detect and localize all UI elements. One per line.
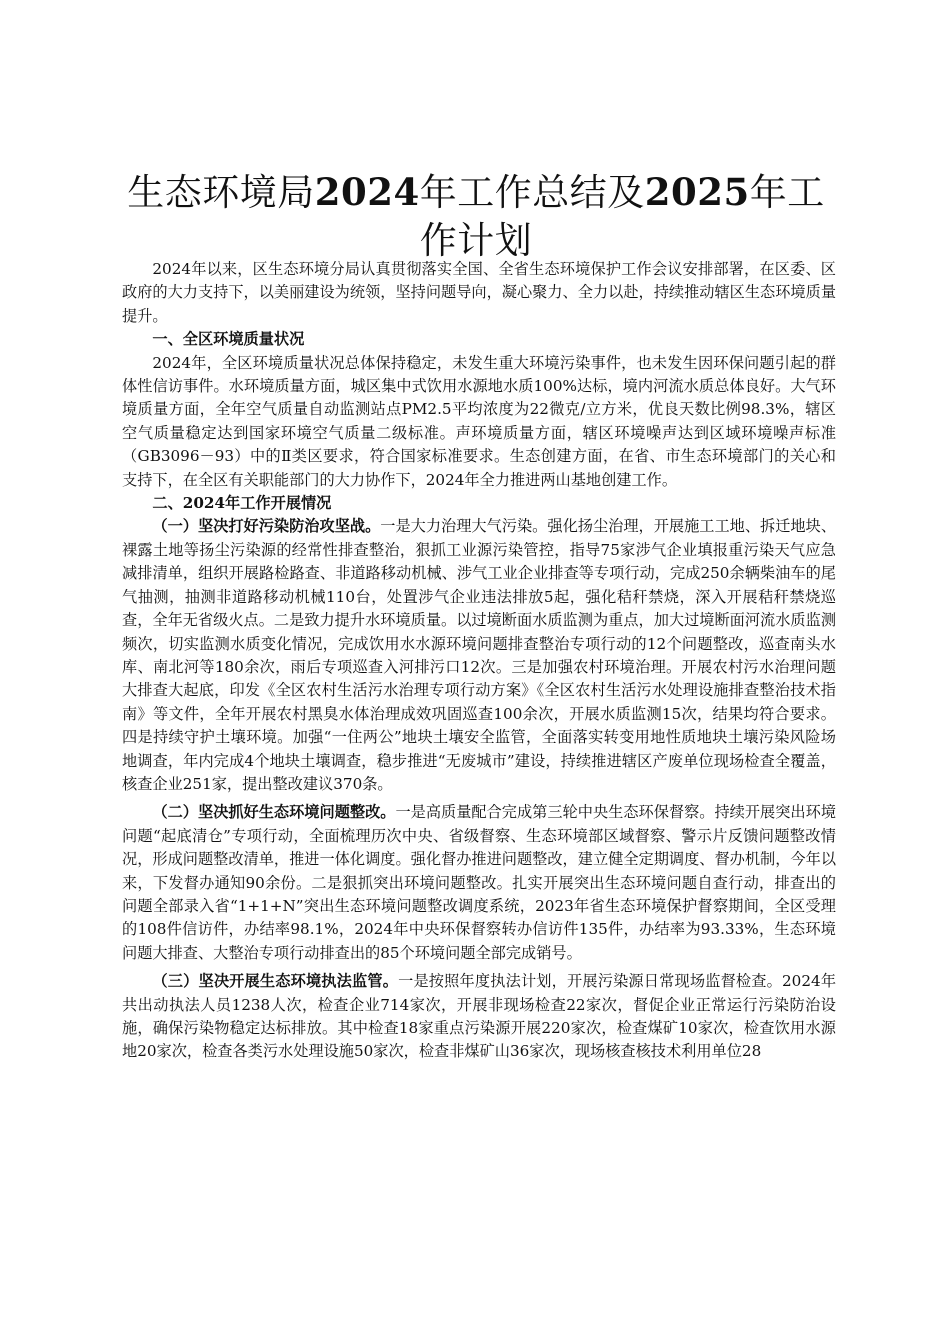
work-item-pollution-control <box>122 515 836 796</box>
section-heading-work-progress: 二、2024年工作开展情况 <box>152 494 332 513</box>
work-item-lead: （三）坚决开展生态环境执法监管。 <box>152 972 399 991</box>
title-year-2025: 2025 <box>644 170 750 214</box>
environment-status-paragraph: 2024年，全区环境质量状况总体保持稳定，未发生重大环境污染事件，也未发生因环保问题引起的群体性信访事件。水环境质量方面，城区集中式饮用水源地水质100%达标，境内河流水质总体良好。大气环境质量方面，全年空气质量自动监测站点PM2.5平均浓度为22微克/立方米，优良天数比例98.3%，辖区空气质量稳定达到国家环境空气质量二级标准。声环境质量方面，辖区环境噪声达到区域环境噪声标准（GB3096－93）中的Ⅱ类区要求，符合国家标准要求。生态创建方面，在省、市生态环境部门的关心和支持下，在全区有关职能部门的大力协作下，2024年全力推进两山基地创建工作。 <box>122 353 836 489</box>
work-item-problem-rectification <box>122 801 836 965</box>
title-part-1: 生态环境局 <box>127 171 315 214</box>
title-part-3: 年工作计划 <box>419 171 825 262</box>
title-part-2: 年工作总结及 <box>419 171 645 214</box>
work-item-text: 一是按照年度执法计划，开展污染源日常现场监督检查。2024年共出动执法人员1238人次，检查企业714家次，开展非现场检查22家次，督促企业正常运行污染防治设施，确保污染物稳定达标排放。其中检查18家重点污染源开展220家次，检查煤矿10家次，检查饮用水源地20家次，检查各类污水处理设施50家次，检查非煤矿山36家次，现场核查核技术利用单位28 <box>122 972 837 1061</box>
document-title <box>120 168 832 265</box>
work-item-text: 一是大力治理大气污染。强化扬尘治理，开展施工工地、拆迁地块、裸露土地等扬尘污染源的经常性排查整治，狠抓工业源污染管控，指导75家涉气企业填报重污染天气应急减排清单，组织开展路检路查、非道路移动机械、涉气工业企业排查等专项行动，完成250余辆柴油车的尾气抽测，抽测非道路移动机械110台，处置涉气企业违法排放5起，强化秸秆禁烧，深入开展秸秆禁烧巡查，全年无省级火点。二是致力提升水环境质量。以过境断面水质监测为重点，加大过境断面河流水质监测频次，切实监测水质变化情况，完成饮用水水源环境问题排查整治专项行动的12个问题整改，巡查南头水库、南北河等180余次，雨后专项巡查入河排污口12次。三是加强农村环境治理。开展农村污水治理问题大排查大起底，印发《全区农村生活污水治理专项行动方案》《全区农村生活污水处理设施排查整治技术指南》等文件，全年开展农村黑臭水体治理成效巩固巡查100余次，开展水质监测15次，结果均符合要求。四是持续守护土壤环境。加强“一住两公”地块土壤安全监管，全面落实转变用地性质地块土壤污染风险场地调查，年内完成4个地块土壤调查，稳步推进“无废城市”建设，持续推进辖区产废单位现场检查全覆盖，核查企业251家，提出整改建议370条。 <box>122 517 837 793</box>
work-item-text: 一是高质量配合完成第三轮中央生态环保督察。持续开展突出环境问题“起底清仓”专项行动，全面梳理历次中央、省级督察、生态环境部区域督察、警示片反馈问题整改情况，形成问题整改清单，推进一体化调度。强化督办推进问题整改，建立健全定期调度、督办机制，今年以来，下发督办通知90余份。二是狠抓突出环境问题整改。扎实开展突出生态环境问题自查行动，排查出的问题全部录入省“1+1+N”突出生态环境问题整改调度系统，2023年省生态环境保护督察期间，全区受理的108件信访件，办结率98.1%，2024年中央环保督察转办信访件135件，办结率为93.33%，生态环境问题大排查、大整治专项行动排查出的85个环境问题全部完成销号。 <box>122 803 836 962</box>
work-item-law-enforcement <box>122 970 836 1064</box>
document-body <box>122 258 836 1064</box>
work-item-lead: （一）坚决打好污染防治攻坚战。 <box>152 517 381 536</box>
work-item-lead: （二）坚决抓好生态环境问题整改。 <box>152 803 396 822</box>
section-heading-environment-status: 一、全区环境质量状况 <box>152 330 305 349</box>
intro-paragraph: 2024年以来，区生态环境分局认真贯彻落实全国、全省生态环境保护工作会议安排部署，在区委、区政府的大力支持下，以美丽建设为统领，坚持问题导向，凝心聚力、全力以赴，持续推动辖区生态环境质量提升。 <box>122 260 836 325</box>
title-year-2024: 2024 <box>314 170 420 214</box>
